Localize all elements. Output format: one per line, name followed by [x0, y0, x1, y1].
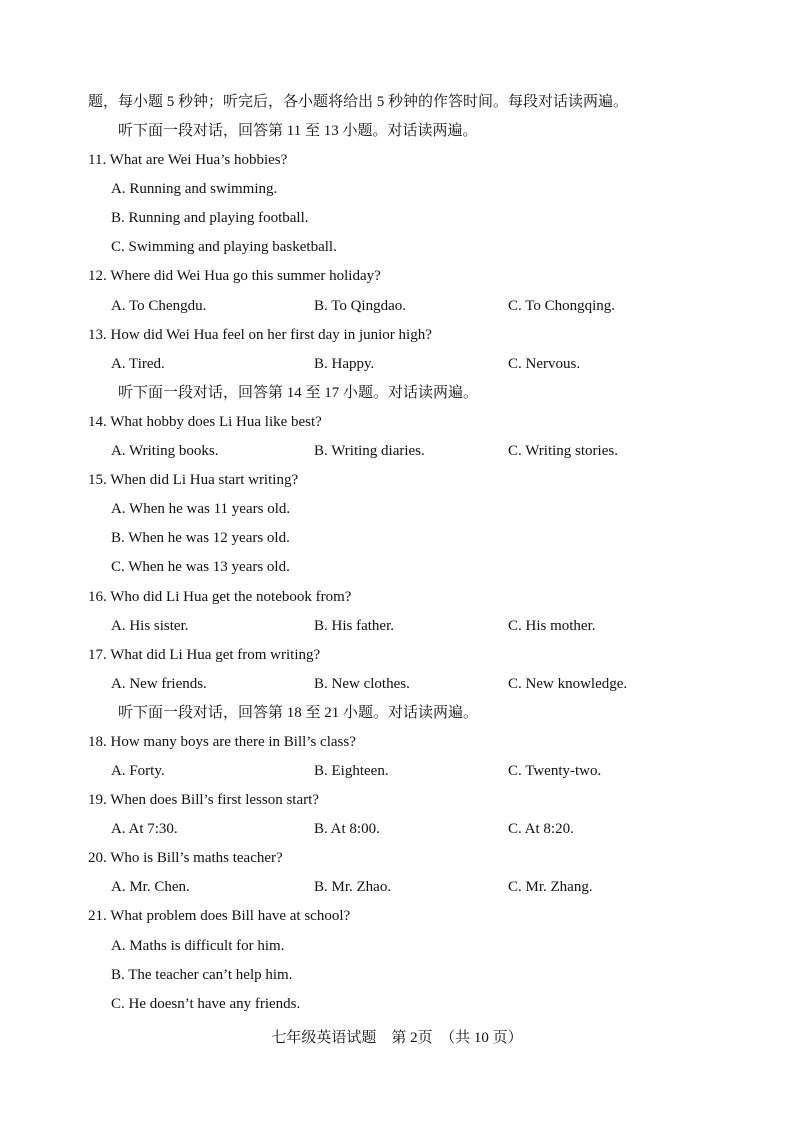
intro-line: 题，每小题 5 秒钟；听完后，各小题将给出 5 秒钟的作答时间。每段对话读两遍。	[88, 94, 629, 110]
options-row	[0, 441, 794, 461]
question-stem: 11. What are Wei Hua’s hobbies?	[88, 152, 288, 168]
option-b: B. Running and playing football.	[111, 210, 309, 226]
option-a: A. When he was 11 years old.	[111, 501, 291, 517]
question-stem: 14. What hobby does Li Hua like best?	[88, 414, 322, 430]
question-stem: 18. How many boys are there in Bill’s class?	[88, 734, 356, 750]
options-row	[0, 674, 794, 694]
option-a: A. Running and swimming.	[111, 181, 278, 197]
option-a: A. Writing books.	[111, 443, 219, 459]
section-instruction: 听下面一段对话，回答第 18 至 21 小题。对话读两遍。	[118, 705, 479, 721]
option-b: B. His father.	[314, 618, 394, 634]
option-c: C. Swimming and playing basketball.	[111, 239, 337, 255]
option-a: A. His sister.	[111, 618, 189, 634]
options-row	[0, 616, 794, 636]
option-b: B. New clothes.	[314, 676, 410, 692]
option-c: C. To Chongqing.	[508, 298, 616, 314]
option-b: B. Writing diaries.	[314, 443, 425, 459]
question-stem: 19. When does Bill’s first lesson start?	[88, 792, 319, 808]
option-b: B. To Qingdao.	[314, 298, 407, 314]
question-stem: 13. How did Wei Hua feel on her first day in junior high?	[88, 327, 432, 343]
question-stem: 16. Who did Li Hua get the notebook from?	[88, 589, 352, 605]
option-c: C. At 8:20.	[508, 821, 574, 837]
options-row	[0, 819, 794, 839]
option-b: B. Mr. Zhao.	[314, 879, 392, 895]
options-row	[0, 877, 794, 897]
option-a: A. At 7:30.	[111, 821, 178, 837]
option-c: C. Twenty-two.	[508, 763, 602, 779]
section-instruction: 听下面一段对话，回答第 11 至 13 小题。对话读两遍。	[118, 123, 478, 139]
option-a: A. Forty.	[111, 763, 165, 779]
option-c: C. Writing stories.	[508, 443, 618, 459]
option-c: C. He doesn’t have any friends.	[111, 996, 301, 1012]
option-b: B. When he was 12 years old.	[111, 530, 290, 546]
options-row	[0, 761, 794, 781]
option-b: B. The teacher can’t help him.	[111, 967, 293, 983]
option-c: C. Nervous.	[508, 356, 581, 372]
question-stem: 20. Who is Bill’s maths teacher?	[88, 850, 283, 866]
option-a: A. Maths is difficult for him.	[111, 938, 285, 954]
option-c: C. His mother.	[508, 618, 596, 634]
question-stem: 17. What did Li Hua get from writing?	[88, 647, 321, 663]
options-row	[0, 354, 794, 374]
option-b: B. Eighteen.	[314, 763, 389, 779]
option-a: A. New friends.	[111, 676, 207, 692]
options-row	[0, 296, 794, 316]
option-b: B. At 8:00.	[314, 821, 380, 837]
question-stem: 15. When did Li Hua start writing?	[88, 472, 299, 488]
page-footer: 七年级英语试题 第 2页 （共 10 页）	[271, 1030, 523, 1046]
option-a: A. To Chengdu.	[111, 298, 207, 314]
option-c: C. New knowledge.	[508, 676, 628, 692]
option-c: C. When he was 13 years old.	[111, 559, 290, 575]
option-c: C. Mr. Zhang.	[508, 879, 593, 895]
option-a: A. Mr. Chen.	[111, 879, 190, 895]
question-stem: 21. What problem does Bill have at school?	[88, 908, 351, 924]
option-b: B. Happy.	[314, 356, 375, 372]
section-instruction: 听下面一段对话，回答第 14 至 17 小题。对话读两遍。	[118, 385, 479, 401]
question-stem: 12. Where did Wei Hua go this summer holiday?	[88, 268, 381, 284]
option-a: A. Tired.	[111, 356, 165, 372]
